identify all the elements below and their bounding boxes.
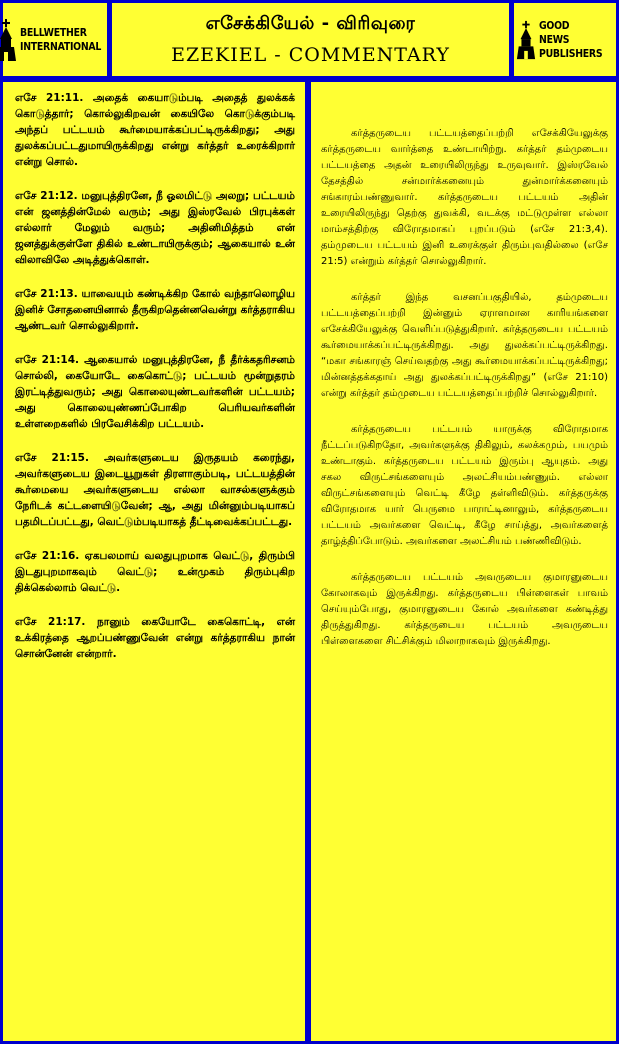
verse-21-17: எசே 21:17. நானும் கையோடே கைகொட்டி, என் உக்கிரத்தை ஆறப்பண்ணுவேன் என்று கர்த்தராகிய நான் சொன்னேன் என்றார். <box>15 616 295 660</box>
commentary-paragraph: கர்த்தருடைய பட்டயத்தைப்பற்றி எசேக்கியேலுக்கு கர்த்தருடைய வார்த்தை உண்டாயிற்று. கர்த்தர் தம்முடைய பட்டயத்தை அதன் உரையிலிருந்து உருவுவார். இஸ்ரவேல் தேசத்தில் சன்மார்க்கனையும் துன்மார்க்கனையும் சங்காரம்பண்ணுவார். கர்த்தருடைய பட்டயம் அதின் உரையிலிருந்து தெற்கு துவக்கி, வடக்கு மட்டுமுள்ள எல்லா மாம்சத்திற்கு விரோதமாகப் புறப்படும் (எசே 21:3,4). தம்முடைய பட்டயம் இனி உரைக்குள் திரும்புவதில்லை (எசே 21:5) என்றும் கர்த்தர் சொல்லுகிறார். <box>321 128 608 267</box>
title-tamil: எசேக்கியேல் - விரிவுரை <box>205 13 416 34</box>
verse-21-12: எசே 21:12. மனுபுத்திரனே, நீ ஓலமிட்டு அலறு; பட்டயம் என் ஜனத்தின்மேல் வரும்; அது இஸ்ரவேல் பிரபுக்கள் எல்லார் மேலும் வரும்; அதினிமித்தம் என் ஜனத்துக்குள்ளே திகில் உண்டாயிருக்கும்; ஆகையால் உன் விலாவிலே அடித்துக்கொள். <box>15 190 295 266</box>
title-english: EZEKIEL - COMMENTARY <box>171 44 450 66</box>
church-icon <box>0 19 17 61</box>
publisher-logo-right <box>514 3 616 76</box>
logo-left-line1: BELLWETHER <box>19 25 87 39</box>
verse-21-16: எசே 21:16. ஏகபலமாய் வலதுபுறமாக வெட்டு, திரும்பி இடதுபுறமாகவும் வெட்டு; உன்முகம் திரும்புகிற திக்கெல்லாம் வெட்டு. <box>15 550 295 594</box>
verse-21-13: எசே 21:13. யாவையும் கண்டிக்கிற கோல் வந்தாலொழிய இனிச் சோதனையினால் தீருகிறதென்னவென்று கர்த்தராகிய ஆண்டவர் சொல்லுகிறார். <box>15 288 295 332</box>
church-icon <box>516 20 536 60</box>
scripture-column <box>3 82 305 1041</box>
page-header <box>112 3 509 76</box>
verse-21-15: எசே 21:15. அவர்களுடைய இருதயம் கரைந்து, அவர்களுடைய இடையூறுகள் திரளாகும்படி, பட்டயத்தின் கூர்மையை அவர்களுடைய எல்லா வாசல்களுக்கும் நேரிடக் கட்டளையிடுவேன்; ஆ, அது மின்னும்படியாகப் பதமிடப்பட்டது, வெட்டும்படியாகத் தீட்டிவைக்கப்பட்டது. <box>15 452 295 528</box>
commentary-column <box>311 82 616 1041</box>
verse-21-14: எசே 21:14. ஆகையால் மனுபுத்திரனே, நீ தீர்க்கதரிசனம் சொல்லி, கையோடே கைகொட்டு; பட்டயம் மூன்றுதரம் இரட்டித்துவரும்; அது கொலையுண்டவர்களின் பட்டயம்; அது கொலையுண்ணப்போகிற பெரியவர்களின் உள்ளறைகளில் பிரவேசிக்கிற பட்டயம். <box>15 354 295 430</box>
verse-21-11: எசே 21:11. அதைக் கையாடும்படி அதைத் துலக்கக் கொடுத்தார்; கொல்லுகிறவன் கையிலே கொடுக்கும்படி அந்தப் பட்டயம் கூர்மையாக்கப்பட்டிருக்கிறது; அது துலக்கப்பட்டதுமாயிருக்கிறது என்று கர்த்தர் உரைக்கிறார் என்று சொல். <box>15 92 295 168</box>
commentary-paragraph: கர்த்தருடைய பட்டயம் அவருடைய குமாரனுடைய கோலாகவும் இருக்கிறது. கர்த்தருடைய பிள்ளைகள் பாவம் செய்யும்போது, குமாரனுடைய கோல் அவர்களை கண்டித்து திருத்துகிறது. கர்த்தருடைய பட்டயம் அவருடைய பிள்ளைகளை சிட்சிக்கும் மிலாறாகவும் இருக்கிறது. <box>321 572 608 647</box>
logo-right-line2: PUBLISHERS <box>539 46 603 60</box>
logo-left-line2: INTERNATIONAL <box>19 39 101 53</box>
publisher-logo-left <box>3 3 107 76</box>
commentary-paragraph: கர்த்தர் இந்த வசனப்பகுதியில், தம்முடைய பட்டயத்தைப்பற்றி இன்னும் ஏராளமான காரியங்களை எசேக்கியேலுக்கு வெளிப்படுத்துகிறார். கர்த்தருடைய பட்டயம் கூர்மையாக்கப்பட்டிருக்கிறது. அது துலக்கப்பட்டிருக்கிறது. “மகா சங்காரஞ் செய்வதற்கு அது கூர்மையாக்கப்பட்டிருக்கிறது; மின்னத்தக்கதாய் அது துலக்கப்பட்டிருக்கிறது” (எசே 21:10) என்று கர்த்தர் தம்முடைய பட்டயத்தைப்பற்றிச் சொல்லுகிறார். <box>321 292 608 399</box>
logo-right-line1: GOOD NEWS <box>539 18 570 46</box>
commentary-paragraph: கர்த்தருடைய பட்டயம் யாருக்கு விரோதமாக நீட்டப்படுகிறதோ, அவர்களுக்கு திகிலும், கலக்கமும், பயமும் உண்டாகும். கர்த்தருடைய பட்டயம் இரும்பு ஆயுதம். அது சகல விருட்சங்களையும் அலட்சியம்பண்ணும். எல்லா விருட்சங்களையும் வெட்டி கீழே தள்ளிவிடும். கர்த்தருக்கு விரோதமாக யார் பெருமை பாராட்டினாலும், கர்த்தருடைய பட்டயம் அவர்களை வெட்டி, கீழே சாய்த்து, அவர்களைத் தாழ்த்திப்போடும். அவர்களை அலட்சியம் பண்ணிவிடும். <box>321 424 608 547</box>
